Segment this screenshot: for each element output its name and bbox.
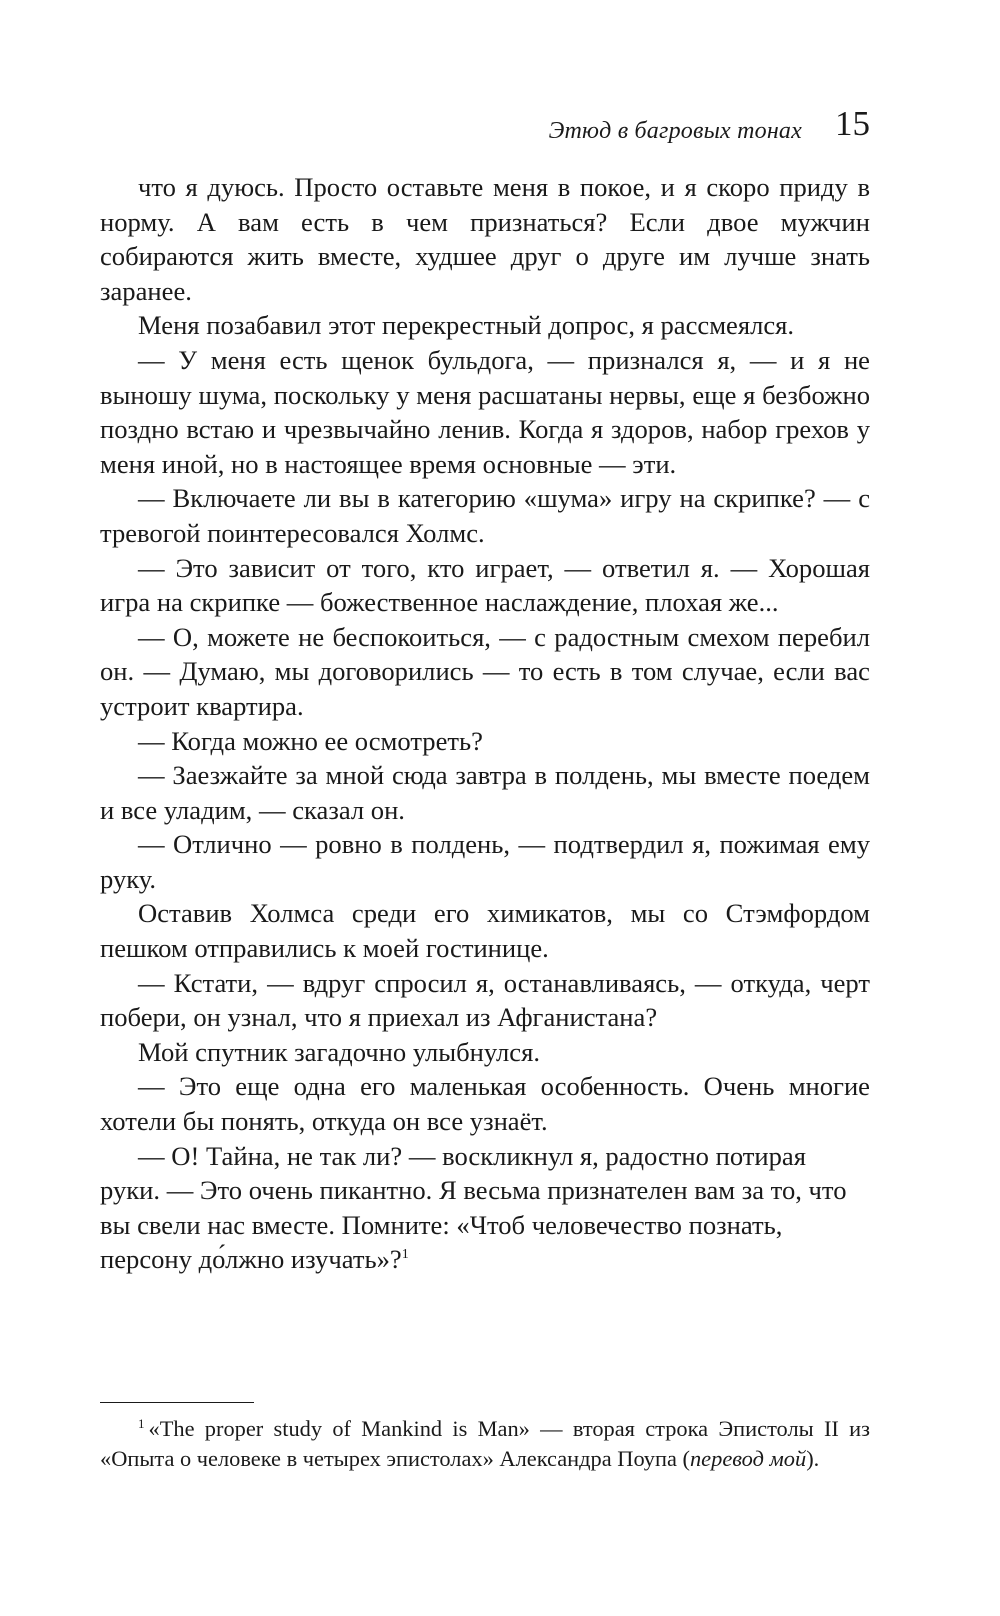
paragraph [100, 1139, 870, 1277]
paragraph: — Включаете ли вы в категорию «шума» игру на скрипке? — с тревогой поинтересовался Холмс. [100, 483, 870, 548]
translator-note: перевод мой [689, 1445, 807, 1471]
paragraph: Оставив Холмса среди его химикатов, мы со Стэмфордом пешком отправились к моей гостинице. [100, 898, 870, 964]
running-title: Этюд в багровых тонах [548, 118, 802, 144]
running-header [100, 104, 870, 152]
paragraph: Мой спутник загадочно улыбнулся. [138, 1036, 540, 1067]
footnote-reference[interactable]: 1 [401, 1247, 409, 1263]
paragraph: — Это зависит от того, кто играет, — ответил я. — Хорошая игра на скрипке — божественное наслаждение, плохая же... [100, 552, 870, 618]
footnote-text: «The proper study of Mankind is Man» — вторая строка Эпистолы II из «Опыта о человеке в четырех эпистолах» Александра Поупа [100, 1416, 870, 1471]
main-text [100, 170, 870, 1277]
paragraph: — Заезжайте за мной сюда завтра в полдень, мы вместе поедем и все уладим, — сказал он. [100, 760, 870, 825]
footnote-close-paren: ). [806, 1445, 820, 1471]
paragraph: Меня позабавил этот перекрестный допрос, я рассмеялся. [138, 310, 795, 341]
paragraph: — О, можете не беспокоиться, — с радостным смехом перебил он. — Думаю, мы договорились — то есть в том случае, если вас устроит квартира. [100, 621, 870, 721]
paragraph: — У меня есть щенок бульдога, — признался я, — и я не выношу шума, поскольку у меня расшатаны нервы, еще я безбожно поздно встаю и чрезвычайно ленив. Когда я здоров, набор грехов у меня иной, но в настоящее время основные — эти. [100, 344, 870, 479]
footnote-marker: 1 [138, 1415, 145, 1431]
footnote-open-paren: ( [682, 1445, 690, 1471]
paragraph: — Это еще одна его маленькая особенность. Очень многие хотели бы понять, откуда он все узнаёт. [100, 1071, 870, 1137]
paragraph: — Когда можно ее осмотреть? [138, 725, 483, 756]
paragraph: — Отлично — ровно в полдень, — подтвердил я, пожимая ему руку. [100, 829, 870, 894]
paragraph: — Кстати, — вдруг спросил я, останавливаясь, — откуда, черт побери, он узнал, что я приехал из Афганистана? [100, 967, 870, 1033]
footnote [100, 1414, 870, 1473]
paragraph: что я дуюсь. Просто оставьте меня в покое, и я скоро приду в норму. А вам есть в чем признаться? Если двое мужчин собираются жить вместе, худшее друг о друге им лучше знать заранее. [100, 172, 870, 306]
footnote-divider [100, 1402, 254, 1403]
paragraph-text: — О! Тайна, не так ли? — воскликнул я, радостно потирая руки. — Это очень пикантно. Я весьма признателен вам за то, что вы свели нас вместе. Помните: «Чтоб человечество познать, персону до́лжно изучать»? [100, 1140, 847, 1275]
page-number: 15 [835, 104, 870, 143]
